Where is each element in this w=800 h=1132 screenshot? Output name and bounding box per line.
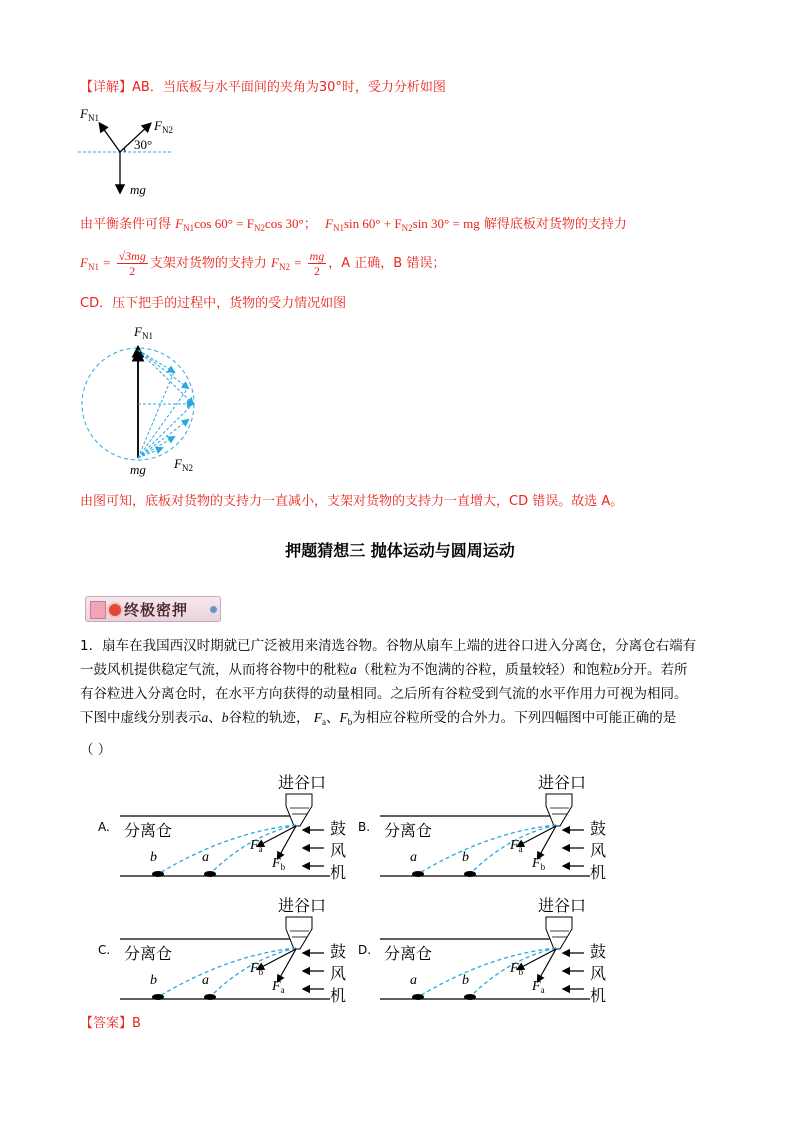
force-1-label: $F_a$ [250, 838, 263, 854]
fig1-fn2-label: $F_{N2}$ [154, 118, 173, 135]
inlet-label: 进谷口 [278, 773, 327, 792]
chamber-label: 分离仓 [384, 821, 433, 840]
explain-text-2b: 解得底板对货物的支持力 [483, 217, 627, 232]
force-diagram-1 [78, 104, 188, 204]
inlet-label: 进谷口 [538, 896, 587, 915]
blower-label: 鼓 风 机 [330, 819, 347, 882]
fig2-fn1-label: $F_{N1}$ [134, 324, 153, 341]
blower-label: 鼓 风 机 [590, 942, 607, 1005]
grain-right-label: a [202, 850, 209, 865]
fig1-mg-label: mg [130, 182, 146, 197]
option-letter: C. [98, 943, 111, 957]
explain-line-1 [80, 78, 446, 98]
chamber-label: 分离仓 [124, 944, 173, 963]
explain-line-2: 由平衡条件可得 $F_{N1}\cos$ $60^\circ = F_{N2}\cos$ 30°； $F_{N1}\sin$ $60^\circ + F_{N2}\sin$ 30° = mg 解得底板对货物的支持力 [80, 216, 627, 233]
grain-right-label: b [462, 850, 469, 865]
blower-label: 鼓 风 机 [330, 942, 347, 1005]
option-letter: D. [358, 943, 372, 957]
force-2-label: $F_a$ [272, 979, 285, 995]
badge-text: 终极密押 [124, 601, 189, 619]
fraction-fn1: $\frac{√3mg}{2}$ [118, 249, 146, 278]
inlet-label: 进谷口 [538, 773, 587, 792]
option-d[interactable] [358, 893, 618, 1005]
fig1-angle-label: 30° [134, 137, 153, 152]
option-letter: B. [358, 820, 371, 834]
grain-left-label: a [410, 973, 417, 988]
question-line-3: 有谷粒进入分离仓时，在水平方向获得的动量相同。之后所有谷粒受到气流的水平作用力可视为相同。 [80, 686, 688, 702]
fig2-fn2-label: $F_{N2}$ [174, 456, 193, 473]
force-1-label: $F_a$ [510, 838, 523, 854]
option-a[interactable] [98, 770, 358, 882]
explain-line-4: CD．压下把手的过程中，货物的受力情况如图 [80, 296, 347, 311]
inlet-label: 进谷口 [278, 896, 327, 915]
chamber-label: 分离仓 [124, 821, 173, 840]
chamber-label: 分离仓 [384, 944, 433, 963]
fig1-fn1-label: $F_{N1}$ [80, 106, 99, 123]
grain-left-label: b [150, 973, 157, 988]
force-2-label: $F_b$ [532, 856, 546, 872]
badge-book-icon [90, 601, 106, 619]
grain-right-label: b [462, 973, 469, 988]
fig2-mg-label: mg [130, 462, 146, 477]
force-diagram-2 [78, 322, 208, 482]
option-b[interactable] [358, 770, 618, 882]
explain-text-2a: 由平衡条件可得 [80, 217, 172, 232]
force-1-label: $F_b$ [250, 961, 264, 977]
answer-line [80, 1014, 141, 1034]
grain-right-label: a [202, 973, 209, 988]
answer-tag: 【答案】 [80, 1016, 133, 1031]
force-2-label: $F_a$ [532, 979, 545, 995]
question-line-1: 1．扇车在我国西汉时期就已广泛被用来清选谷物。谷物从扇车上端的进谷口进入分离仓，分离仓右端有 [80, 638, 697, 654]
badge-target-icon [107, 602, 123, 618]
explain-text-3b: ，A 正确，B 错误； [328, 256, 446, 271]
blower-label: 鼓 风 机 [590, 819, 607, 882]
explain-text-3a: 支架对货物的支持力 [149, 256, 267, 271]
question-line-4: 下图中虚线分别表示a、b谷粒的轨迹， $F_a$、$F_b$为相应谷粒所受的合外力。下列四幅图中可能正确的是 [80, 710, 677, 727]
fraction-fn2: $\frac{mg}{2}$ [309, 249, 325, 278]
question-line-5: （ ） [80, 742, 112, 758]
explain-tag: 【详解】 [80, 80, 133, 95]
explain-text-1: AB．当底板与水平面间的夹角为30°时，受力分析如图 [132, 80, 446, 95]
explain-line-3: $F_{N1}$ = $\frac{√3mg}{2}$ 支架对货物的支持力 $F_{N2}$ = $\frac{mg}{2}$ ，A 正确，B 错误； [80, 249, 446, 278]
grain-left-label: a [410, 850, 417, 865]
section-badge [85, 596, 221, 622]
section-title: 押题猜想三 抛体运动与圆周运动 [285, 541, 515, 560]
option-c[interactable] [98, 893, 358, 1005]
question-line-2: 一鼓风机提供稳定气流，从而将谷物中的秕粒a（秕粒为不饱满的谷粒，质量较轻）和饱粒b分开。若所 [80, 662, 688, 678]
badge-dot-icon [210, 606, 217, 613]
grain-left-label: b [150, 850, 157, 865]
force-2-label: $F_b$ [272, 856, 286, 872]
option-letter: A. [98, 820, 110, 834]
explain-line-5: 由图可知，底板对货物的支持力一直减小，支架对货物的支持力一直增大，CD 错误。故选 A。 [80, 494, 624, 509]
force-1-label: $F_b$ [510, 961, 524, 977]
answer-value: B [132, 1016, 141, 1031]
